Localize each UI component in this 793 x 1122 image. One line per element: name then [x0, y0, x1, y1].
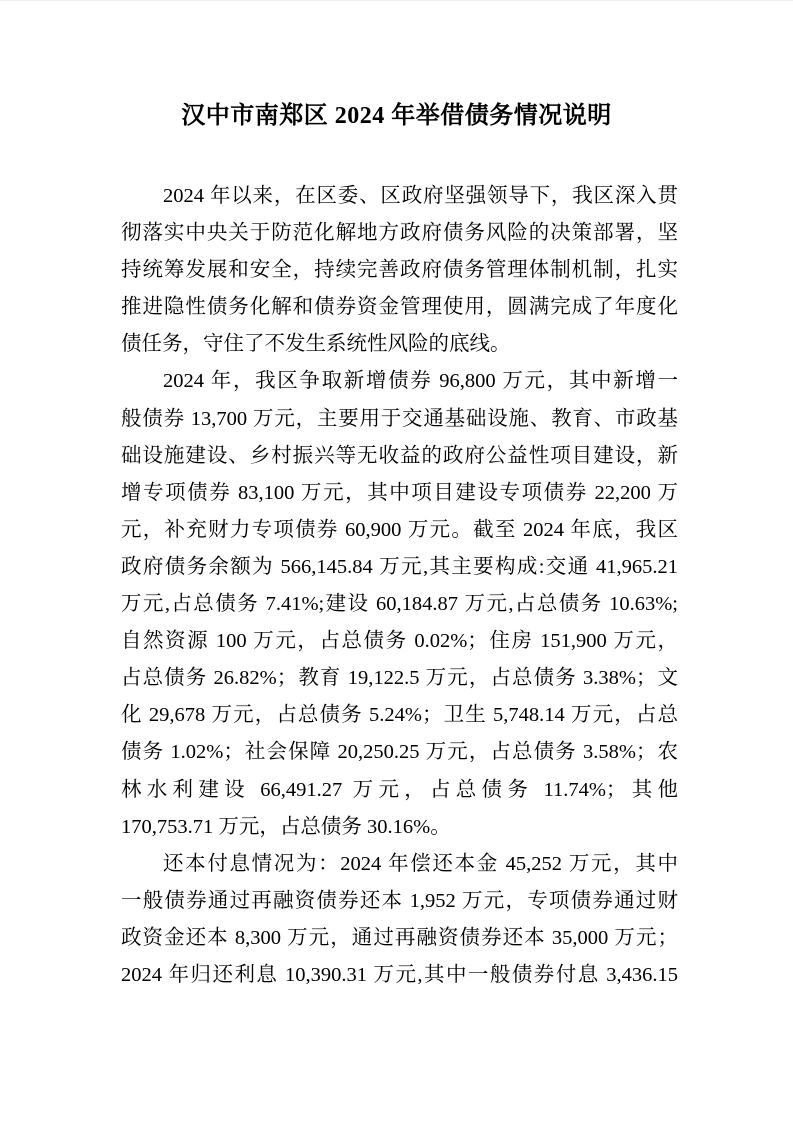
paragraph-debt-composition — [121, 363, 678, 845]
text-line: 彻落实中央关于防范化解地方政府债务风险的决策部署，坚 — [121, 222, 678, 245]
document-body — [121, 178, 678, 994]
text-line: 政资金还本 8,300 万元，通过再融资债券还本 35,000 万元； — [121, 926, 678, 949]
text-line: 万元,占总债务 7.41%;建设 60,184.87 万元,占总债务 10.63%; — [121, 593, 678, 616]
paragraph-repayment — [121, 846, 678, 994]
text-line: 增专项债券 83,100 万元，其中项目建设专项债券 22,200 万 — [121, 481, 678, 504]
text-line: 元，补充财力专项债券 60,900 万元。截至 2024 年底，我区 — [121, 518, 678, 541]
text-line: 债任务，守住了不发生系统性风险的底线。 — [121, 333, 511, 356]
text-line: 础设施建设、乡村振兴等无收益的政府公益性项目建设，新 — [121, 444, 678, 467]
text-line: 政府债务余额为 566,145.84 万元,其主要构成:交通 41,965.21 — [121, 555, 678, 578]
text-line: 化 29,678 万元，占总债务 5.24%；卫生 5,748.14 万元，占总 — [121, 704, 678, 727]
text-line: 2024 年，我区争取新增债券 96,800 万元，其中新增一 — [163, 370, 678, 393]
text-line: 还本付息情况为：2024 年偿还本金 45,252 万元，其中 — [163, 852, 678, 875]
text-line: 债务 1.02%；社会保障 20,250.25 万元，占总债务 3.58%；农 — [121, 741, 678, 764]
text-line: 170,753.71 万元，占总债务 30.16%。 — [121, 815, 451, 838]
text-line: 持统筹发展和安全，持续完善政府债务管理体制机制，扎实 — [121, 259, 678, 282]
text-line: 自然资源 100 万元，占总债务 0.02%；住房 151,900 万元， — [121, 630, 678, 653]
text-line: 林水利建设 66,491.27 万元，占总债务 11.74%；其他 — [121, 778, 678, 801]
text-line: 一般债券通过再融资债券还本 1,952 万元，专项债券通过财 — [121, 889, 678, 912]
paragraph-intro — [121, 178, 678, 363]
document-title: 汉中市南郑区 2024 年举借债务情况说明 — [181, 103, 612, 129]
text-line: 般债券 13,700 万元，主要用于交通基础设施、教育、市政基 — [121, 407, 678, 430]
text-line: 2024 年归还利息 10,390.31 万元,其中一般债券付息 3,436.15 — [121, 963, 678, 986]
text-line: 占总债务 26.82%；教育 19,122.5 万元，占总债务 3.38%；文 — [121, 667, 678, 690]
text-line: 2024 年以来，在区委、区政府坚强领导下，我区深入贯 — [163, 185, 678, 207]
text-line: 推进隐性债务化解和债券资金管理使用，圆满完成了年度化 — [121, 296, 678, 319]
